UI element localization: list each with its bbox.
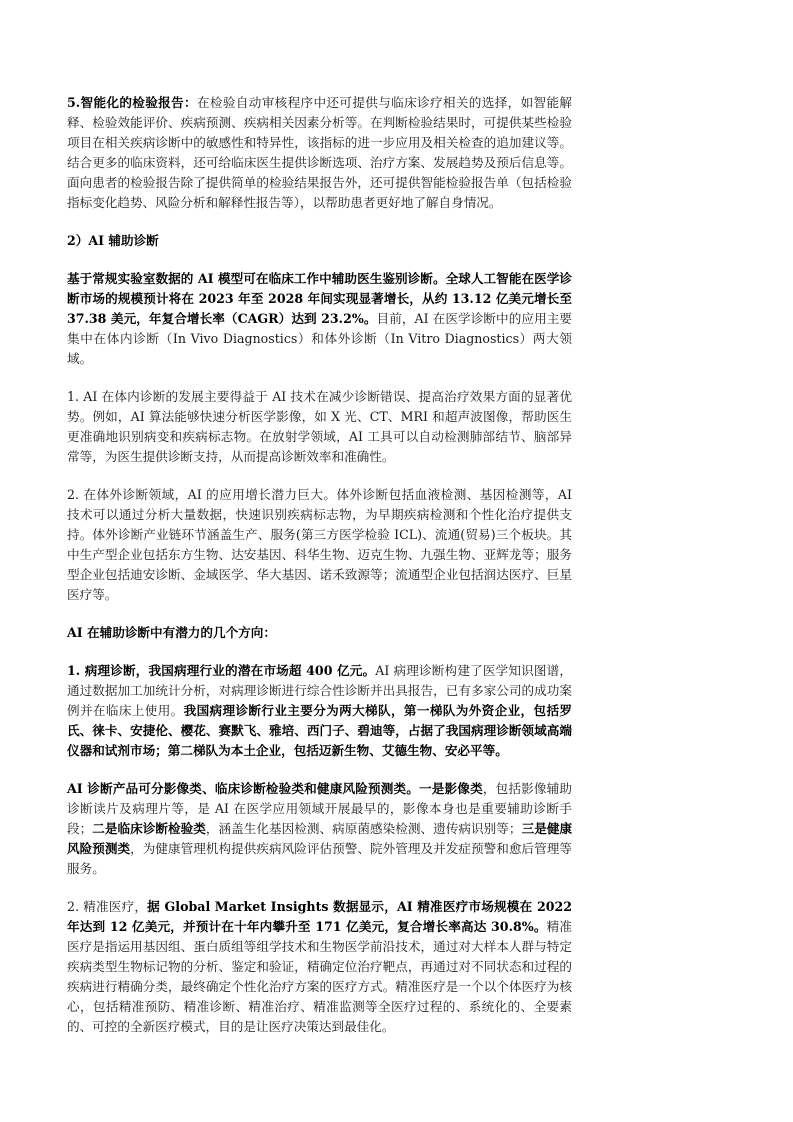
body-text: AI 病理诊断构建了医学知识图谱，通过数据加工加统计分析，对病理诊断进行综合性诊断并出具报告，已有多家公司的成功案例并在临床上使用。 [67,663,572,718]
body-text: 目前，AI 在医学诊断中的应用主要集中在体内诊断（In Vivo Diagnostics）和体外诊断（In Vitro Diagnostics）两大领域。 [67,311,572,366]
paragraph-smart-report [67,93,572,213]
bold-text: 我国病理诊断行业主要分为两大梯队，第一梯队为外资企业，包括罗氏、徕卡、安捷伦、樱花、赛默飞、雅培、西门子、碧迪等，占据了我国病理诊断领域高端仪器和试剂市场；第二梯队为本土企业，包括迈新生物、艾德生物、安必平等。 [67,703,573,758]
section-heading-ai-diagnosis: 2）AI 辅助诊断 [67,233,159,248]
paragraph-product-categories [67,779,572,879]
paragraph-in-vivo: 1. AI 在体内诊断的发展主要得益于 AI 技术在减少诊断错误、提高治疗效果方面的显著优势。例如，AI 算法能够快速分析医学影像，如 X 光、CT、MRI 和超声波图像，帮助医生更准确地识别病变和疾病标志物。在放射学领域，AI 工具可以自动检测肺部结节、脑部异常等，为医生提供诊断支持，从而提高诊断效率和准确性。 [67,389,572,464]
paragraph-market-overview [67,269,572,369]
bold-text: 5.智能化的检验报告： [67,95,197,110]
body-text: 2. 精准医疗， [67,899,148,914]
paragraph-pathology [67,661,572,761]
bold-text: 三是健康风险预测类 [67,821,573,856]
bold-text: 据 Global Market Insights 数据显示，AI 精准医疗市场规模在 2022 年达到 12 亿美元，并预计在十年内攀升至 171 亿美元，复合增长率高达 30.8%。 [67,899,572,934]
body-text: 精准医疗是指运用基因组、蛋白质组等组学技术和生物医学前沿技术，通过对大样本人群与特定疾病类型生物标记物的分析、鉴定和验证，精确定位治疗靶点，再通过对不同状态和过程的疾病进行精确分类，最终确定个性化治疗方案的医疗方式。精准医疗是一个以个体医疗为核心，包括精准预防、精准诊断、精准治疗、精准监测等全医疗过程的、系统化的、全要素的、可控的全新医疗模式，目的是让医疗决策达到最佳化。 [67,919,572,1034]
bold-text: AI 诊断产品可分影像类、临床诊断检验类和健康风险预测类。一是影像类 [67,781,483,796]
body-text: 在检验自动审核程序中还可提供与临床诊疗相关的选择，如智能解释、检验效能评价、疾病预测、疾病相关因素分析等。在判断检验结果时，可提供某些检验项目在相关疾病诊断中的敏感性和特异性，该指标的进一步应用及相关检查的追加建议等。结合更多的临床资料，还可给临床医生提供诊断选项、治疗方案、发展趋势及预后信息等。面向患者的检验报告除了提供简单的检验结果报告外，还可提供智能检验报告单（包括检验指标变化趋势、风险分析和解释性报告等），以帮助患者更好地了解自身情况。 [67,95,573,210]
section-heading-directions: AI 在辅助诊断中有潜力的几个方向： [67,625,276,640]
body-text: ，涵盖生化基因检测、病原菌感染检测、遗传病识别等； [205,821,522,836]
document-body [67,93,572,1055]
paragraph-precision-medicine [67,897,572,1037]
bold-text: 二是临床诊断检验类 [92,821,206,836]
body-text: ，包括影像辅助诊断读片及病理片等，是 AI 在医学应用领域开展最早的，影像本身也是重要辅助诊断手段； [67,781,573,836]
paragraph-in-vitro: 2. 在体外诊断领域，AI 的应用增长潜力巨大。体外诊断包括血液检测、基因检测等，AI 技术可以通过分析大量数据，快速识别疾病标志物，为早期疾病检测和个性化治疗提供支持。体外诊断产业链环节涵盖生产、服务(第三方医学检验 ICL)、流通(贸易)三个板块。其中生产型企业包括东方生物、达安基因、科华生物、迈克生物、九强生物、亚辉龙等；服务型企业包括迪安诊断、金域医学、华大基因、诺禾致源等；流通型企业包括润达医疗、巨星医疗等。 [67,487,572,602]
bold-text: 基于常规实验室数据的 AI 模型可在临床工作中辅助医生鉴别诊断。全球人工智能在医学诊断市场的规模预计将在 2023 年至 2028 年间实现显著增长，从约 13.12 亿美元增长至 37.38 美元，年复合增长率（CAGR）达到 23.2%。 [67,271,572,326]
bold-text: 1. 病理诊断，我国病理行业的潜在市场超 400 亿元。 [67,663,376,678]
body-text: ，为健康管理机构提供疾病风险评估预警、院外管理及并发症预警和愈后管理等服务。 [67,841,573,876]
